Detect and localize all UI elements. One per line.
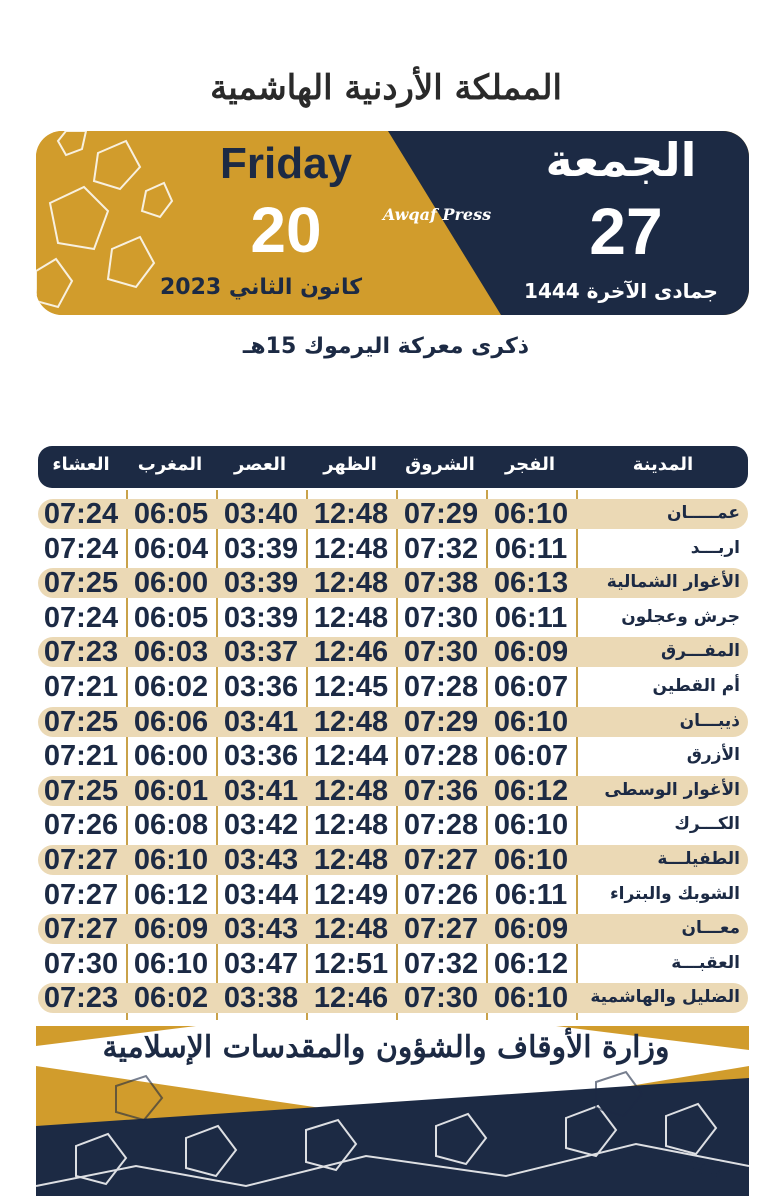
header-city: المدينة	[632, 454, 694, 475]
time-asr: 03:44	[223, 878, 299, 911]
time-dhuhr: 12:48	[313, 705, 389, 738]
table-row	[38, 532, 748, 566]
time-shuruq: 07:30	[403, 636, 479, 669]
time-dhuhr: 12:51	[313, 947, 389, 980]
time-fajr: 06:13	[493, 567, 569, 600]
time-dhuhr: 12:46	[313, 982, 389, 1015]
time-maghrib: 06:09	[133, 913, 209, 946]
time-isha: 07:21	[43, 740, 119, 773]
gregorian-month-year: كانون الثاني 2023	[160, 275, 362, 300]
city-name: جرش وعجلون	[621, 606, 740, 627]
table-row	[38, 808, 748, 842]
time-isha: 07:25	[43, 705, 119, 738]
time-shuruq: 07:38	[403, 567, 479, 600]
time-maghrib: 06:05	[133, 601, 209, 634]
time-maghrib: 06:10	[133, 844, 209, 876]
time-dhuhr: 12:48	[313, 844, 389, 876]
time-dhuhr: 12:45	[313, 671, 389, 703]
time-maghrib: 06:04	[133, 532, 209, 565]
time-isha: 07:23	[43, 636, 119, 669]
time-shuruq: 07:32	[403, 947, 479, 980]
occasion-text: ذكرى معركة اليرموك 15هـ	[242, 334, 530, 359]
time-asr: 03:38	[223, 982, 299, 1015]
time-maghrib: 06:02	[133, 671, 209, 703]
time-asr: 03:39	[223, 567, 299, 600]
time-fajr: 06:10	[493, 498, 569, 530]
date-banner	[36, 131, 749, 315]
time-asr: 03:40	[223, 498, 299, 530]
time-shuruq: 07:32	[403, 532, 479, 565]
city-name: الكـــرك	[674, 814, 740, 835]
time-asr: 03:41	[223, 774, 299, 807]
time-isha: 07:21	[43, 671, 119, 703]
time-maghrib: 06:02	[133, 982, 209, 1015]
time-shuruq: 07:28	[403, 671, 479, 703]
table-row	[38, 912, 748, 946]
time-maghrib: 06:00	[133, 567, 209, 600]
table-row	[38, 566, 748, 600]
time-shuruq: 07:28	[403, 740, 479, 773]
time-shuruq: 07:29	[403, 705, 479, 738]
time-dhuhr: 12:46	[313, 636, 389, 669]
time-isha: 07:30	[43, 947, 119, 980]
time-dhuhr: 12:44	[313, 740, 389, 773]
time-fajr: 06:10	[493, 705, 569, 738]
table-header	[38, 446, 748, 488]
time-shuruq: 07:28	[403, 809, 479, 842]
city-name: اربـــد	[690, 537, 740, 558]
time-shuruq: 07:27	[403, 844, 479, 876]
time-shuruq: 07:29	[403, 498, 479, 530]
table-row	[38, 705, 748, 739]
table-row	[38, 739, 748, 773]
vertical-credit: بريشة الأوقاف	[12, 970, 26, 1043]
gregorian-date: 20	[250, 194, 322, 266]
kingdom-title: المملكة الأردنية الهاشمية	[210, 68, 562, 108]
header-isha: العشاء	[52, 454, 110, 475]
table-row	[38, 497, 748, 531]
time-fajr: 06:11	[494, 532, 568, 565]
city-name: معـــان	[681, 918, 740, 939]
time-fajr: 06:11	[494, 878, 568, 911]
time-asr: 03:36	[223, 671, 299, 703]
time-isha: 07:23	[43, 982, 119, 1015]
time-dhuhr: 12:48	[313, 913, 389, 946]
time-maghrib: 06:08	[133, 809, 209, 842]
header-shuruq: الشروق	[405, 454, 475, 475]
time-dhuhr: 12:48	[313, 601, 389, 634]
time-isha: 07:24	[43, 532, 119, 565]
time-asr: 03:41	[223, 705, 299, 738]
city-name: عمـــــان	[667, 503, 740, 523]
time-isha: 07:24	[43, 498, 119, 530]
header-asr: العصر	[233, 454, 287, 475]
time-asr: 03:42	[223, 809, 299, 842]
time-fajr: 06:12	[493, 947, 569, 980]
time-asr: 03:43	[223, 913, 299, 946]
time-maghrib: 06:00	[133, 740, 209, 773]
city-name: أم القطين	[652, 676, 740, 696]
table-row	[38, 947, 748, 981]
hijri-date: 27	[589, 194, 663, 268]
time-asr: 03:43	[223, 844, 299, 876]
time-asr: 03:37	[223, 636, 299, 669]
time-fajr: 06:11	[494, 601, 568, 634]
time-isha: 07:26	[43, 809, 119, 842]
time-maghrib: 06:12	[133, 878, 209, 911]
time-dhuhr: 12:48	[313, 532, 389, 565]
time-fajr: 06:10	[493, 982, 569, 1015]
city-name: الطفيلـــة	[657, 849, 740, 869]
table-row	[38, 981, 748, 1015]
city-name: العقبـــة	[671, 952, 740, 973]
gregorian-day: Friday	[219, 139, 353, 188]
time-isha: 07:27	[43, 844, 119, 876]
table-row	[38, 635, 748, 669]
table-row	[38, 774, 748, 808]
header-fajr: الفجر	[504, 454, 556, 475]
time-isha: 07:24	[43, 601, 119, 634]
press-mark: Awqaf Press	[382, 205, 492, 224]
time-fajr: 06:09	[493, 913, 569, 946]
table-row	[38, 601, 748, 635]
time-asr: 03:47	[223, 947, 299, 980]
header-dhuhr: الظهر	[323, 454, 377, 475]
table-row	[38, 878, 748, 912]
time-isha: 07:25	[43, 774, 119, 807]
time-fajr: 06:10	[493, 844, 569, 876]
time-fajr: 06:07	[493, 671, 569, 703]
time-dhuhr: 12:48	[313, 809, 389, 842]
time-dhuhr: 12:48	[313, 567, 389, 600]
time-maghrib: 06:01	[133, 774, 209, 807]
city-name: الشوبك والبتراء	[609, 883, 740, 904]
designer-signature: MQ	[690, 1158, 724, 1179]
time-maghrib: 06:06	[133, 705, 209, 738]
time-shuruq: 07:26	[403, 878, 479, 911]
time-maghrib: 06:03	[133, 636, 209, 669]
time-fajr: 06:12	[493, 774, 569, 807]
time-dhuhr: 12:48	[313, 498, 389, 530]
time-asr: 03:36	[223, 740, 299, 773]
time-shuruq: 07:30	[403, 982, 479, 1015]
time-isha: 07:27	[43, 913, 119, 946]
time-isha: 07:25	[43, 567, 119, 600]
ministry-name: وزارة الأوقاف والشؤون والمقدسات الإسلامية	[102, 1030, 670, 1065]
city-name: ذيبـــان	[679, 710, 740, 731]
time-maghrib: 06:10	[133, 947, 209, 980]
time-maghrib: 06:05	[133, 498, 209, 530]
table-row	[38, 843, 748, 877]
hijri-month-year: جمادى الآخرة 1444	[524, 279, 718, 303]
time-dhuhr: 12:49	[313, 878, 389, 911]
time-shuruq: 07:30	[403, 601, 479, 634]
header-maghrib: المغرب	[137, 454, 203, 475]
time-dhuhr: 12:48	[313, 774, 389, 807]
time-asr: 03:39	[223, 601, 299, 634]
city-name: الضليل والهاشمية	[590, 987, 740, 1008]
city-name: الأغوار الوسطى	[604, 779, 740, 800]
time-shuruq: 07:36	[403, 774, 479, 807]
time-asr: 03:39	[223, 532, 299, 565]
hijri-day: الجمعة	[545, 133, 697, 187]
city-name: المفـــرق	[660, 641, 740, 662]
time-fajr: 06:09	[493, 636, 569, 669]
time-fajr: 06:07	[493, 740, 569, 773]
time-isha: 07:27	[43, 878, 119, 911]
time-shuruq: 07:27	[403, 913, 479, 946]
city-name: الأزرق	[686, 745, 740, 766]
table-row	[38, 670, 748, 704]
time-fajr: 06:10	[493, 809, 569, 842]
city-name: الأغوار الشمالية	[606, 572, 740, 593]
